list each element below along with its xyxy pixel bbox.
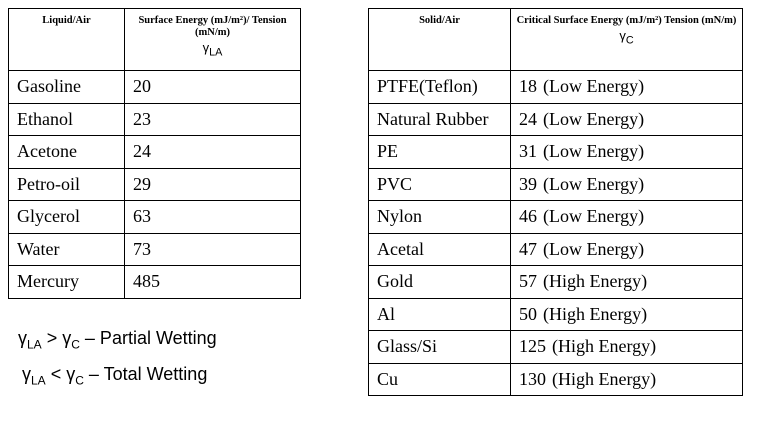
- table-header-row: [9, 9, 301, 71]
- gamma-c-symbol: $\gamma_C$: [619, 28, 634, 47]
- critical-energy-cell: [511, 331, 743, 364]
- solid-name-cell: Gold: [369, 266, 511, 299]
- table-row: [369, 103, 743, 136]
- energy-class: (Low Energy): [543, 108, 645, 129]
- critical-energy-cell: [511, 168, 743, 201]
- critical-energy-cell: [511, 363, 743, 396]
- energy-class: (Low Energy): [543, 141, 645, 162]
- surface-energy-cell: 24: [125, 136, 301, 169]
- table-row: [369, 266, 743, 299]
- liquid-name-cell: Petro-oil: [9, 168, 125, 201]
- table-row: [9, 201, 301, 234]
- critical-energy-value: 57: [519, 271, 537, 292]
- table-row: [369, 363, 743, 396]
- energy-class: (Low Energy): [543, 238, 645, 259]
- table-row: [9, 233, 301, 266]
- solid-name-cell: PE: [369, 136, 511, 169]
- critical-energy-value: 50: [519, 303, 537, 324]
- table-row: [9, 168, 301, 201]
- column-header-critical-surface-energy: Critical Surface Energy (mJ/m²) Tension (mN/m) $\gamma_C$: [511, 9, 743, 71]
- critical-energy-cell: [511, 233, 743, 266]
- liquid-air-table: [8, 8, 301, 299]
- table-row: [369, 298, 743, 331]
- table-row: [369, 71, 743, 104]
- solid-name-cell: Natural Rubber: [369, 103, 511, 136]
- surface-energy-cell: 29: [125, 168, 301, 201]
- critical-energy-value: 24: [519, 108, 537, 129]
- gamma-la-symbol: $\gamma_{LA}$: [202, 40, 223, 59]
- liquid-name-cell: Ethanol: [9, 103, 125, 136]
- legend-text: – Total Wetting: [88, 364, 208, 384]
- critical-energy-value: 47: [519, 238, 537, 259]
- surface-energy-cell: 63: [125, 201, 301, 234]
- solid-name-cell: Cu: [369, 363, 511, 396]
- liquid-name-cell: Glycerol: [9, 201, 125, 234]
- energy-class: (High Energy): [552, 336, 657, 357]
- critical-energy-cell: [511, 136, 743, 169]
- critical-energy-cell: [511, 266, 743, 299]
- legend-rhs: $\gamma_C$: [62, 328, 80, 352]
- critical-energy-value: 125: [519, 336, 546, 357]
- critical-energy-value: 130: [519, 368, 546, 389]
- solid-name-cell: PVC: [369, 168, 511, 201]
- table-row: [9, 71, 301, 104]
- energy-class: (Low Energy): [543, 173, 645, 194]
- solid-name-cell: Acetal: [369, 233, 511, 266]
- critical-energy-cell: [511, 298, 743, 331]
- legend-partial-wetting: [18, 328, 217, 352]
- critical-energy-value: 18: [519, 76, 537, 97]
- energy-class: (High Energy): [543, 271, 648, 292]
- energy-class: (Low Energy): [543, 206, 645, 227]
- surface-energy-cell: 20: [125, 71, 301, 104]
- energy-class: (Low Energy): [543, 76, 645, 97]
- critical-energy-value: 31: [519, 141, 537, 162]
- legend-operator: <: [50, 364, 62, 384]
- legend-operator: >: [46, 328, 58, 348]
- liquid-name-cell: Acetone: [9, 136, 125, 169]
- solid-name-cell: Nylon: [369, 201, 511, 234]
- table-row: [9, 103, 301, 136]
- solid-name-cell: Glass/Si: [369, 331, 511, 364]
- critical-energy-cell: [511, 103, 743, 136]
- surface-energy-cell: 485: [125, 266, 301, 299]
- column-header-solid: Solid/Air: [369, 9, 511, 71]
- critical-energy-value: 39: [519, 173, 537, 194]
- table-header-row: [369, 9, 743, 71]
- legend-total-wetting: [22, 364, 207, 388]
- table-row: [369, 136, 743, 169]
- critical-energy-value: 46: [519, 206, 537, 227]
- energy-class: (High Energy): [552, 368, 657, 389]
- legend-lhs: $\gamma_{LA}$: [22, 364, 46, 388]
- legend-rhs: $\gamma_C$: [66, 364, 84, 388]
- solid-air-table: [368, 8, 743, 396]
- liquid-name-cell: Water: [9, 233, 125, 266]
- column-header-surface-energy: Surface Energy (mJ/m²)/ Tension (mN/m) $\gamma_{LA}$: [125, 9, 301, 71]
- column-header-liquid: Liquid/Air: [9, 9, 125, 71]
- legend-lhs: $\gamma_{LA}$: [18, 328, 42, 352]
- table-row: [369, 331, 743, 364]
- solid-name-cell: Al: [369, 298, 511, 331]
- energy-class: (High Energy): [543, 303, 648, 324]
- critical-energy-cell: [511, 201, 743, 234]
- critical-energy-cell: [511, 71, 743, 104]
- table-row: [369, 233, 743, 266]
- table-row: [9, 136, 301, 169]
- table-row: [369, 168, 743, 201]
- surface-energy-cell: 23: [125, 103, 301, 136]
- table-row: [9, 266, 301, 299]
- surface-energy-cell: 73: [125, 233, 301, 266]
- liquid-name-cell: Mercury: [9, 266, 125, 299]
- legend-text: – Partial Wetting: [84, 328, 217, 348]
- solid-name-cell: PTFE(Teflon): [369, 71, 511, 104]
- liquid-name-cell: Gasoline: [9, 71, 125, 104]
- table-row: [369, 201, 743, 234]
